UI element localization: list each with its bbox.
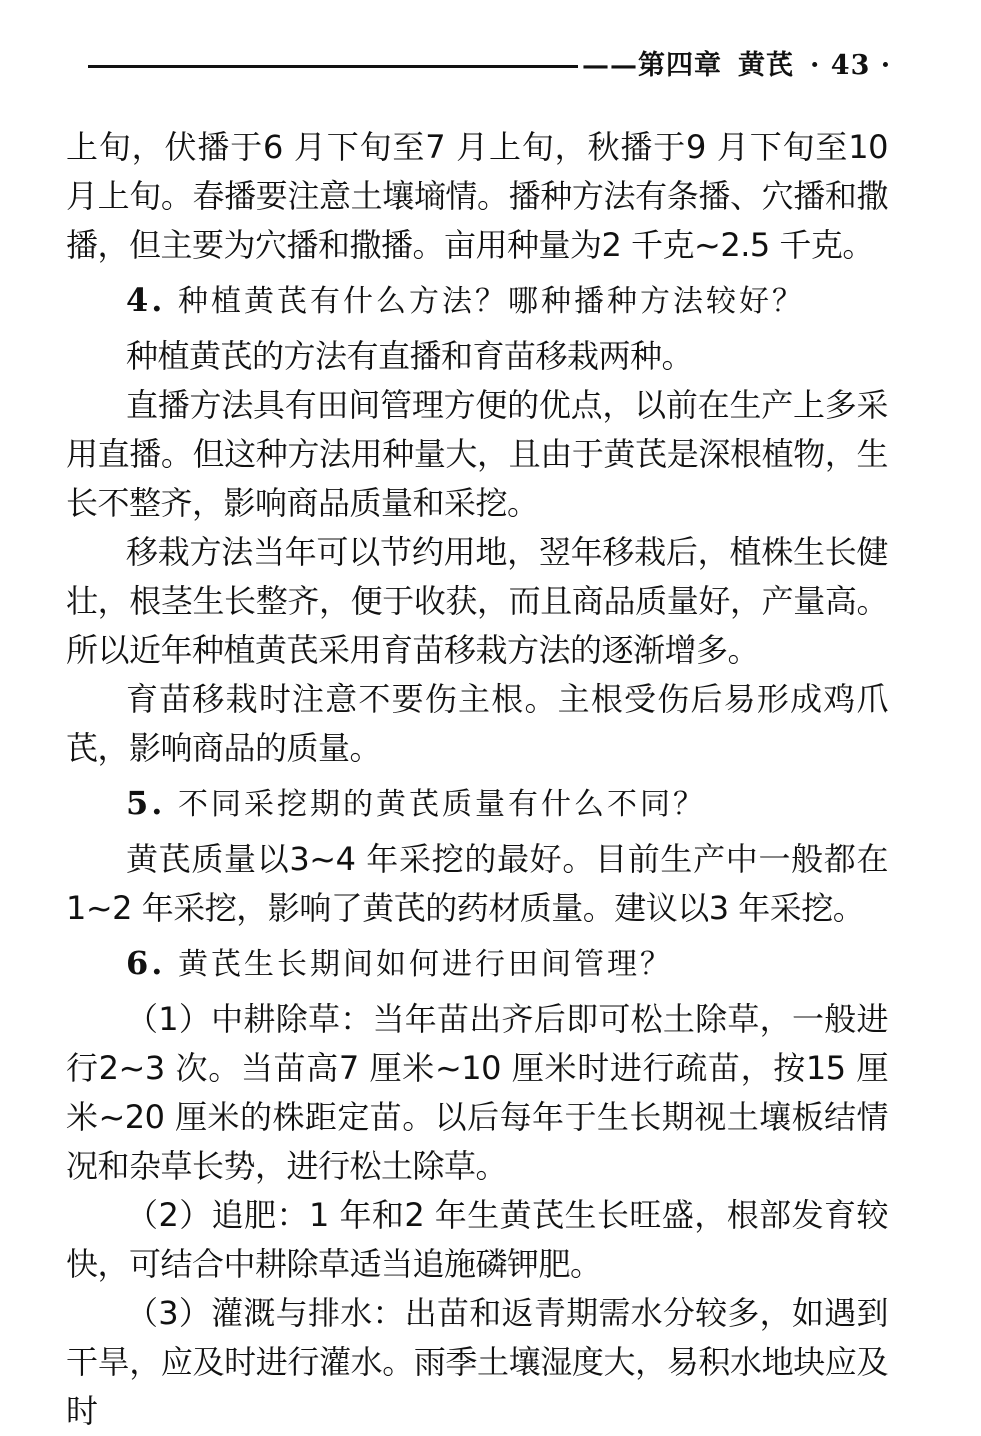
question-heading [66,276,888,326]
question-heading [66,939,888,989]
page-number: · 43 · [810,50,892,81]
question-text: 黄芪生长期间如何进行田间管理？ [177,947,673,982]
question-number: 5. [126,784,166,822]
header-text [582,46,891,86]
paragraph: 种植黄芪的方法有直播和育苗移栽两种。 [126,337,694,375]
question-heading [66,779,888,829]
paragraph: 上旬，伏播于6 月下旬至7 月上旬，秋播于9 月下旬至10 月上旬。春播要注意土壤墒情。播种方法有条播、穴播和撒播，但主要为穴播和撒播。亩用种量为2 千克~2.5 千克。 [66,128,888,264]
paragraph: 移栽方法当年可以节约用地，翌年移栽后，植株生长健壮，根茎生长整齐，便于收获，而且商品质量好，产量高。所以近年种植黄芪采用育苗移栽方法的逐渐增多。 [66,533,888,669]
chapter-title: 黄芪 [738,50,794,81]
chapter-label: ——第四章 [582,50,722,81]
question-text: 不同采挖期的黄芪质量有什么不同？ [177,787,706,822]
paragraph: 黄芪质量以3~4 年采挖的最好。目前生产中一般都在1~2 年采挖，影响了黄芪的药材质量。建议以3 年采挖。 [66,840,888,927]
paragraph: （3）灌溉与排水：出苗和返青期需水分较多，如遇到干旱，应及时进行灌水。雨季土壤湿度大，易积水地块应及时 [66,1294,888,1430]
question-text: 种植黄芪有什么方法？哪种播种方法较好？ [177,284,805,319]
paragraph: （1）中耕除草：当年苗出齐后即可松土除草，一般进行2~3 次。当苗高7 厘米~10 厘米时进行疏苗，按15 厘米~20 厘米的株距定苗。以后每年于生长期视土壤板结情况和杂草长势，进行松土除草。 [66,1000,888,1185]
page-body [66,123,888,1436]
paragraph: 直播方法具有田间管理方便的优点，以前在生产上多采用直播。但这种方法用种量大，且由于黄芪是深根植物，生长不整齐，影响商品质量和采挖。 [66,386,888,522]
running-header [88,46,908,86]
question-number: 4. [126,281,166,319]
header-rule [88,65,578,68]
paragraph: （2）追肥：1 年和2 年生黄芪生长旺盛，根部发育较快，可结合中耕除草适当追施磷钾肥。 [66,1196,888,1283]
question-number: 6. [126,944,166,982]
paragraph: 育苗移栽时注意不要伤主根。主根受伤后易形成鸡爪芪，影响商品的质量。 [66,680,888,767]
